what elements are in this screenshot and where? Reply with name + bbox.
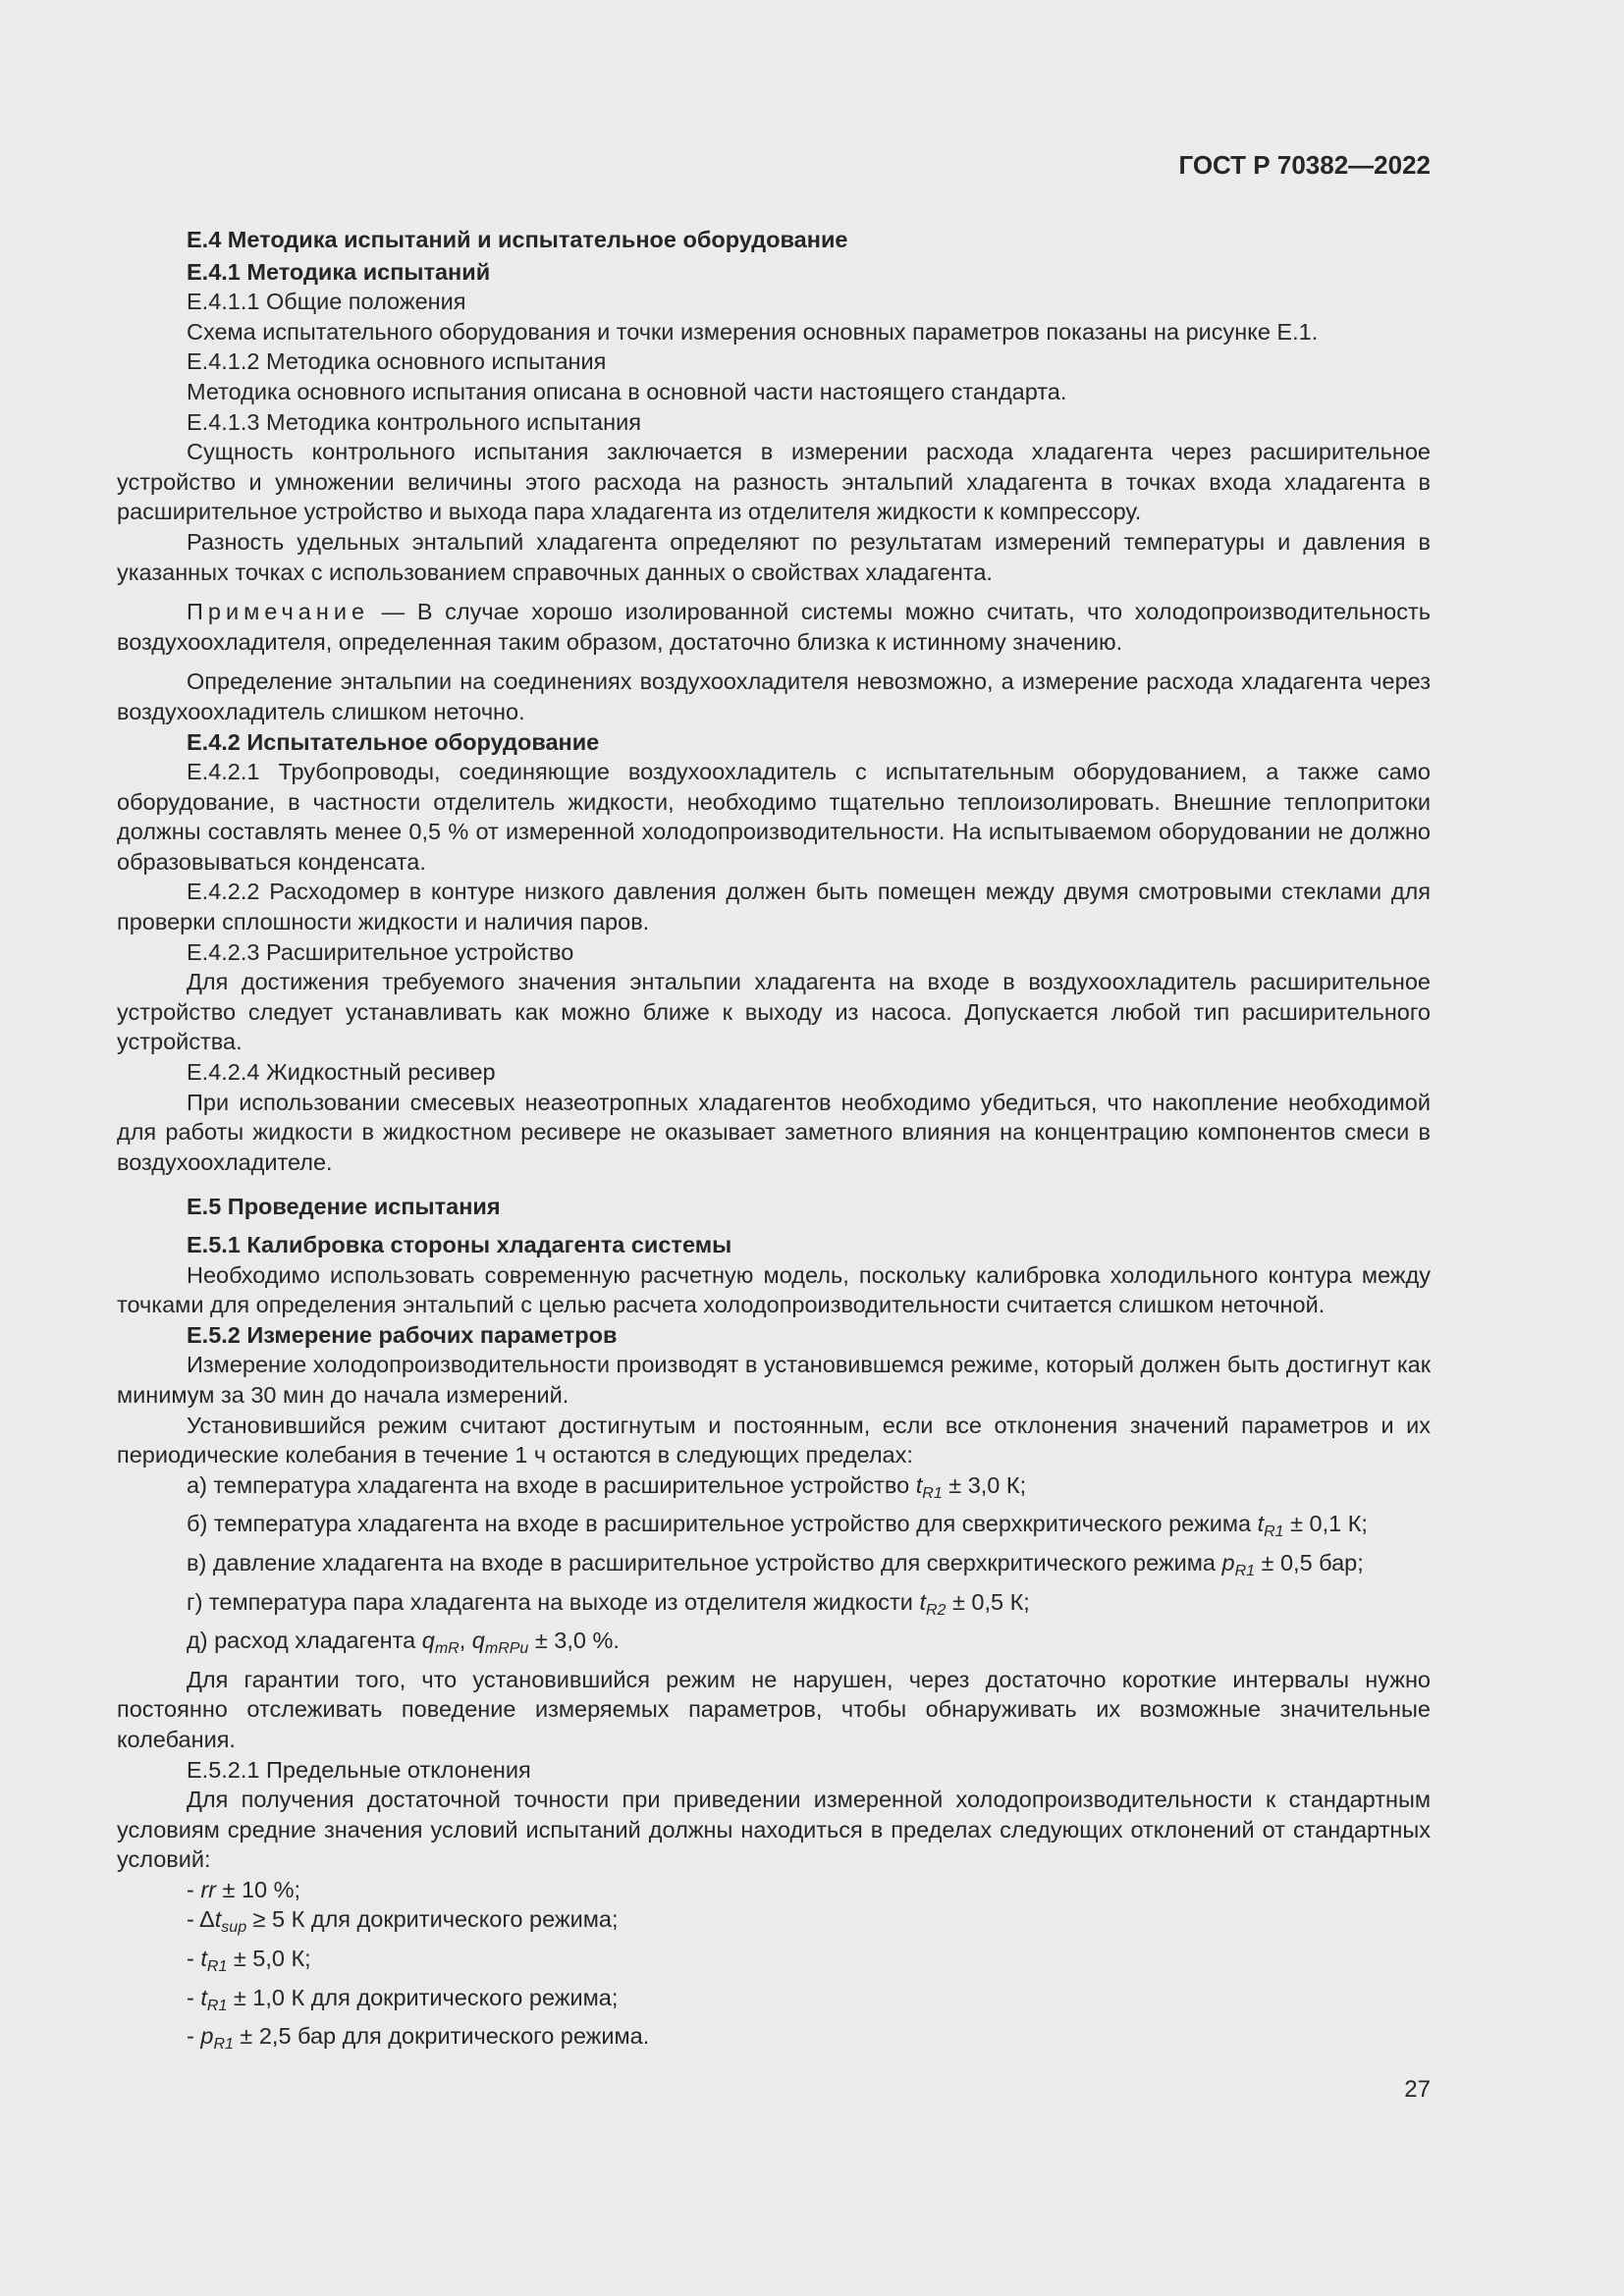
note	[117, 597, 1431, 657]
list-item-a: а) температура хладагента на входе в расширительное устройство $t_{R1} \pm 3,0$ К;	[187, 1471, 1027, 1502]
standard-number: ГОСТ Р 70382—2022	[1178, 150, 1431, 180]
dash-item-1: - rr ± 10 %;	[187, 1876, 301, 1902]
page-number: 27	[1404, 2076, 1431, 2103]
note-label: Примечание	[187, 599, 370, 625]
section-e412-title: Е.4.1.2 Методика основного испытания	[187, 348, 607, 375]
section-e4-title: Е.4 Методика испытаний и испытательное оборудование	[187, 227, 848, 252]
dash-item-2: - $\Delta t_{sup} \ge 5$ К для докритического режима;	[187, 1906, 619, 1937]
section-e51-text: Необходимо использовать современную расчетную модель, поскольку калибровка холодильного контура между точками для определения энтальпий с целью расчета холодопроизводительности считается слишком неточной.	[117, 1261, 1431, 1318]
list-item-b: б) температура хладагента на входе в расширительное устройство для сверхкритического режима $t_{R1} \pm 0,1$ К;	[187, 1511, 1368, 1541]
section-e411-text: Схема испытательного оборудования и точки измерения основных параметров показаны на рисунке Е.1.	[187, 318, 1319, 345]
section-e41-title: Е.4.1 Методика испытаний	[187, 258, 491, 285]
note-text: — В случае хорошо изолированной системы можно считать, что холодопроизводительность воздухоохладителя, определенная таким образом, достаточно близка к истинному значению.	[117, 599, 1431, 655]
list-item-e: д) расход хладагента $q_{mR}$, $q_{mRPu} \pm 3,0$ %.	[187, 1628, 620, 1658]
section-e423-title: Е.4.2.3 Расширительное устройство	[187, 938, 574, 965]
section-e52-paragraph-2: Установившийся режим считают достигнутым и постоянным, если все отклонения значений параметров и их периодические колебания в течение 1 ч остаются в следующих пределах:	[117, 1412, 1431, 1468]
section-e424-title: Е.4.2.4 Жидкостный ресивер	[187, 1059, 496, 1086]
dash-item-5: - $p_{R1} \pm 2,5$ бар для докритического режима.	[187, 2023, 650, 2054]
dash-item-4: - $t_{R1} \pm 1,0$ К для докритического режима;	[187, 1984, 619, 2014]
section-e411-title: Е.4.1.1 Общие положения	[187, 289, 466, 315]
section-e521-text: Для получения достаточной точности при приведении измеренной холодопроизводительности к стандартным условиям средние значения условий испытаний должны находиться в пределах следующих отклонений от стандартных условий:	[117, 1787, 1431, 1873]
section-e51-title: Е.5.1 Калибровка стороны хладагента системы	[187, 1232, 732, 1257]
section-e52-paragraph-1: Измерение холодопроизводительности производят в установившемся режиме, который должен быть достигнут как минимум за 30 мин до начала измерений.	[117, 1352, 1431, 1408]
section-e52-paragraph-3: Для гарантии того, что установившийся режим не нарушен, через достаточно короткие интервалы нужно постоянно отслеживать поведение измеряемых параметров, чтобы обнаруживать их возможные значительные колебания.	[117, 1666, 1431, 1752]
page-content	[117, 225, 1431, 2060]
list-item-d: г) температура пара хладагента на выходе из отделителя жидкости $t_{R2} \pm 0,5$ К;	[187, 1588, 1030, 1619]
section-e413-paragraph-2: Разность удельных энтальпий хладагента определяют по результатам измерений температуры и давления в указанных точках с использованием справочных данных о свойствах хладагента.	[117, 528, 1431, 585]
section-e5-title: Е.5 Проведение испытания	[187, 1194, 501, 1220]
section-e421-text: Е.4.2.1 Трубопроводы, соединяющие воздухоохладитель с испытательным оборудованием, а также само оборудование, в частности отделитель жидкости, необходимо тщательно теплоизолировать. Внешние теплопритоки должны составлять менее 0,5 % от измеренной холодопроизводительности. На испытываемом оборудовании не должно образовываться конденсата.	[117, 759, 1431, 875]
section-e521-title: Е.5.2.1 Предельные отклонения	[187, 1756, 531, 1783]
section-e422-text: Е.4.2.2 Расходомер в контуре низкого давления должен быть помещен между двумя смотровыми стеклами для проверки сплошности жидкости и наличия паров.	[117, 879, 1431, 935]
section-e423-text: Для достижения требуемого значения энтальпии хладагента на входе в воздухоохладитель расширительное устройство следует устанавливать как можно ближе к выходу из насоса. Допускается любой тип расширительного устройства.	[117, 969, 1431, 1055]
list-item-c: в) давление хладагента на входе в расширительное устройство для сверхкритического режима $p_{R1} \pm 0,5$ бар;	[187, 1549, 1364, 1579]
section-e52-title: Е.5.2 Измерение рабочих параметров	[187, 1321, 618, 1348]
section-e413-title: Е.4.1.3 Методика контрольного испытания	[187, 408, 641, 435]
section-e42-title: Е.4.2 Испытательное оборудование	[187, 728, 600, 755]
section-e413-paragraph-3: Определение энтальпии на соединениях воздухоохладителя невозможно, а измерение расхода хладагента через воздухоохладитель слишком неточно.	[117, 668, 1431, 724]
section-e412-text: Методика основного испытания описана в основной части настоящего стандарта.	[187, 378, 1067, 404]
section-e413-paragraph-1: Сущность контрольного испытания заключается в измерении расхода хладагента через расширительное устройство и умножении величины этого расхода на разность энтальпий хладагента в точках входа хладагента в расширительное устройство и выхода пара хладагента из отделителя жидкости к компрессору.	[117, 439, 1431, 525]
dash-item-3: - $t_{R1} \pm 5,0$ К;	[187, 1946, 311, 1976]
section-e424-text: При использовании смесевых неазеотропных хладагентов необходимо убедиться, что накопление необходимой для работы жидкости в жидкостном ресивере не оказывает заметного влияния на концентрацию компонентов смеси в воздухоохладителе.	[117, 1089, 1431, 1175]
